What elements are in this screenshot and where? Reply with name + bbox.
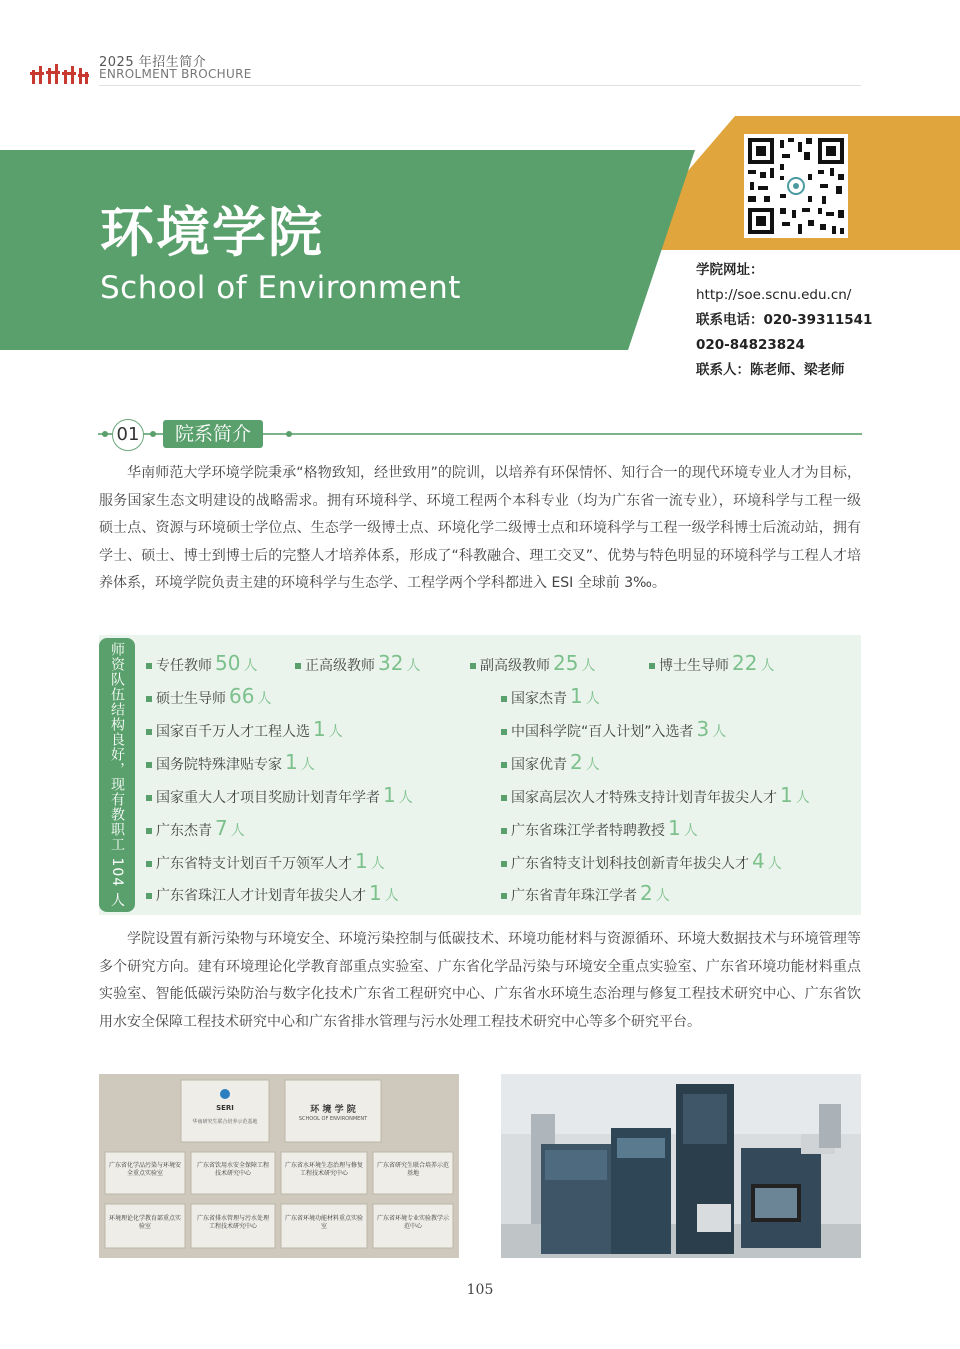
plaque: 广东省环境功能材料重点实验室 — [285, 1215, 364, 1230]
brochure-title-en: ENROLMENT BROCHURE — [99, 67, 252, 81]
intro-text: 华南师范大学环境学院秉承“格物致知，经世致用”的院训，以培养有环保情怀、知行合一的现代环境专业人才为目标，服务国家生态文明建设的战略需求。拥有环境科学、环境工程两个本科专业（均为广东省一流专业），环境科学与工程一级硕士点、资源与环境硕士学位点、生态学一级博士点、环境化学二级博士点和环境科学与工程一级学科博士后流动站，拥有学士、硕士、博士到博士后的完整人才培养体系，形成了“科教融合、理工交叉”、优势与特色明显的环境科学与工程人才培养体系，环境学院负责主建的环境科学与生态学、工程学两个学科都进入 ESI 全球前 3‰。 — [99, 465, 861, 591]
faculty-stats-panel — [99, 635, 861, 915]
photo-plaques — [99, 1074, 459, 1258]
stat-item: 博士生导师 22 人 — [649, 651, 774, 675]
stat-item: 广东省珠江人才计划青年拔尖人才 1 人 — [146, 881, 399, 905]
phone-line-2: 020-84823824 — [696, 337, 805, 353]
plaque: 环境理论化学教育部重点实验室 — [109, 1215, 182, 1230]
plaque: 广东省饮用水安全保障工程技术研究中心 — [196, 1162, 269, 1177]
section-dot — [150, 431, 156, 437]
plaque: 广东省化学品污染与环境安全重点实验室 — [109, 1162, 182, 1177]
contact-person: 联系人：陈老师、梁老师 — [696, 362, 845, 378]
university-logo — [30, 62, 90, 86]
stat-item: 广东省珠江学者特聘教授 1 人 — [501, 816, 698, 840]
research-text: 学院设置有新污染物与环境安全、环境污染控制与低碳技术、环境功能材料与资源循环、环境大数据技术与环境管理等多个研究方向。建有环境理论化学教育部重点实验室、广东省化学品污染与环境安全重点实验室、广东省环境功能材料重点实验室、智能低碳污染防治与数字化技术广东省工程研究中心、广东省水环境生态治理与修复工程技术研究中心、广东省饮用水安全保障工程技术研究中心和广东省排水管理与污水处理工程技术研究中心等多个研究平台。 — [99, 931, 861, 1030]
stat-item: 硕士生导师 66 人 — [146, 684, 271, 708]
plaque: 广东省研究生联合培养示范基地 — [377, 1162, 450, 1177]
photo-lab-instruments — [501, 1074, 861, 1258]
school-sign-en: SCHOOL OF ENVIRONMENT — [298, 1116, 368, 1122]
stat-item: 国务院特殊津贴专家 1 人 — [146, 750, 315, 774]
stat-item: 正高级教师 32 人 — [295, 651, 420, 675]
page-number: 105 — [466, 1282, 494, 1298]
contact-info — [696, 258, 872, 383]
stat-item: 广东省特支计划科技创新青年拔尖人才 4 人 — [501, 849, 782, 873]
section-dot — [102, 431, 108, 437]
stat-item: 副高级教师 25 人 — [470, 651, 595, 675]
plaque: 广东省水环境生态治理与修复工程技术研究中心 — [285, 1162, 364, 1177]
website-link[interactable]: http://soe.scnu.edu.cn/ — [696, 287, 852, 303]
lab-instruments-illustration — [501, 1074, 861, 1258]
section-title: 院系简介 — [163, 420, 263, 448]
stat-item: 广东省特支计划百千万领军人才 1 人 — [146, 849, 385, 873]
stat-item: 国家重大人才项目奖励计划青年学者 1 人 — [146, 783, 413, 807]
plaque: 广东省排水管理与污水处理工程技术研究中心 — [196, 1215, 269, 1230]
brochure-title-cn: 2025 年招生简介 — [99, 55, 207, 70]
school-title-cn: 环境学院 — [100, 200, 324, 264]
intro-paragraph — [99, 460, 861, 598]
school-title-en: School of Environment — [100, 270, 461, 306]
school-sign: 环 境 学 院 — [310, 1105, 356, 1115]
stat-item: 国家杰青 1 人 — [501, 684, 600, 708]
seri-sign: SERI — [216, 1104, 234, 1112]
plaque: 广东省环境专业实验教学示范中心 — [377, 1215, 450, 1230]
stat-item: 国家百千万人才工程人选 1 人 — [146, 717, 343, 741]
phone-line-1: 联系电话：020-39311541 — [696, 312, 873, 328]
qr-code[interactable] — [744, 134, 848, 238]
header-divider — [99, 85, 861, 86]
stat-item: 中国科学院“百人计划”入选者 3 人 — [501, 717, 726, 741]
stat-item: 广东杰青 7 人 — [146, 816, 245, 840]
stat-item: 国家高层次人才特殊支持计划青年拔尖人才 1 人 — [501, 783, 810, 807]
website-label: 学院网址： — [696, 262, 764, 278]
stat-item: 专任教师 50 人 — [146, 651, 257, 675]
qr-code-icon — [744, 134, 848, 238]
stat-item: 国家优青 2 人 — [501, 750, 600, 774]
faculty-stats-label: 师资队伍结构良好，现有教职工 104 人 — [99, 638, 135, 912]
section-dot — [286, 431, 292, 437]
research-paragraph — [99, 926, 861, 1036]
stat-item: 广东省青年珠江学者 2 人 — [501, 881, 670, 905]
seri-sign-sub: 华南研究生联合培养示范基地 — [192, 1119, 258, 1125]
section-number: 01 — [112, 419, 144, 451]
